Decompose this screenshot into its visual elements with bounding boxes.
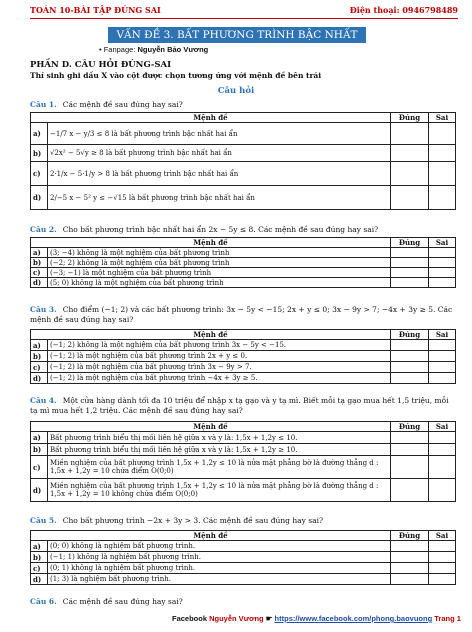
row-statement: Miền nghiệm của bất phương trình 1,5x + 1,2y ≤ 10 là nửa mặt phẳng bờ là đường thẳng d : 1,5x + 1,2y = 10 chứa điểm O(0;0) xyxy=(48,456,391,479)
row-label: b) xyxy=(31,258,48,268)
answer-dung-cell[interactable] xyxy=(391,162,429,186)
row-label: c) xyxy=(31,268,48,278)
row-statement: (5; 0) không là một nghiệm của bất phương trình xyxy=(48,278,391,288)
row-statement: √2x² − 5√y ≥ 8 là bất phương trình bậc nhất hai ẩn xyxy=(48,145,391,162)
col-sai: Sai xyxy=(429,330,456,340)
answer-dung-cell[interactable] xyxy=(391,145,429,162)
col-sai: Sai xyxy=(429,422,456,432)
col-sai: Sai xyxy=(429,531,456,541)
answer-sai-cell[interactable] xyxy=(429,145,456,162)
answer-dung-cell[interactable] xyxy=(391,479,429,502)
question-2-table xyxy=(30,237,456,288)
question-text: Một cửa hàng dành tối đa 10 triệu để nhập x tạ gạo và y tạ mì. Biết mỗi tạ gạo mua hết 1,5 triệu, mỗi tạ mì mua hết 1,2 triệu. Các mệnh đề sau đúng hay sai? xyxy=(30,396,449,415)
answer-dung-cell[interactable] xyxy=(391,248,429,258)
answer-dung-cell[interactable] xyxy=(391,444,429,456)
answer-dung-cell[interactable] xyxy=(391,186,429,210)
answer-sai-cell[interactable] xyxy=(429,268,456,278)
question-number: Câu 1. xyxy=(30,100,57,109)
answer-sai-cell[interactable] xyxy=(429,456,456,479)
col-dung: Đúng xyxy=(391,422,429,432)
col-menh-de: Mệnh đề xyxy=(31,422,391,432)
questions-heading: Câu hỏi xyxy=(217,86,255,96)
row-statement: Bất phương trình biểu thị mối liên hệ giữa x và y là: 1,5x + 1,2y ≥ 10. xyxy=(48,444,391,456)
row-statement: (−1; 1) không là nghiệm bất phương trình. xyxy=(48,552,391,563)
row-label: a) xyxy=(31,541,48,552)
col-menh-de: Mệnh đề xyxy=(31,238,391,248)
answer-dung-cell[interactable] xyxy=(391,373,429,384)
answer-sai-cell[interactable] xyxy=(429,362,456,373)
question-1 xyxy=(30,100,456,110)
fanpage-prefix: • Fanpage: xyxy=(99,45,138,54)
answer-dung-cell[interactable] xyxy=(391,278,429,288)
col-dung: Đúng xyxy=(391,113,429,123)
row-label: b) xyxy=(31,145,48,162)
answer-sai-cell[interactable] xyxy=(429,432,456,444)
question-number: Câu 6. xyxy=(30,597,57,606)
answer-dung-cell[interactable] xyxy=(391,258,429,268)
question-5 xyxy=(30,516,456,526)
row-label: a) xyxy=(31,123,48,145)
row-statement: (−1; 2) không là một nghiệm của bất phương trình 3x − 5y < −15. xyxy=(48,340,391,351)
footer-prefix: Facebook xyxy=(172,614,210,623)
question-text: Cho bất phương trình bậc nhất hai ẩn 2x − 5y ≤ 8. Các mệnh đề sau đúng hay sai? xyxy=(62,225,379,234)
hand-icon: ☛ xyxy=(265,614,273,623)
row-statement: (3; −4) không là một nghiệm của bất phương trình xyxy=(48,248,391,258)
row-label: d) xyxy=(31,479,48,502)
section-title: PHẦN D. CÂU HỎI ĐÚNG-SAI xyxy=(30,60,172,70)
row-label: b) xyxy=(31,351,48,362)
col-sai: Sai xyxy=(429,113,456,123)
row-label: d) xyxy=(31,373,48,384)
row-statement: (1; 3) là nghiệm bất phương trình. xyxy=(48,574,391,585)
col-menh-de: Mệnh đề xyxy=(31,113,391,123)
col-menh-de: Mệnh đề xyxy=(31,330,391,340)
question-4 xyxy=(30,396,456,416)
col-dung: Đúng xyxy=(391,531,429,541)
row-statement: 2/−5 x − 5² y ≤ −√15 là bất phương trình bậc nhất hai ẩn xyxy=(48,186,391,210)
row-label: d) xyxy=(31,278,48,288)
answer-sai-cell[interactable] xyxy=(429,162,456,186)
answer-sai-cell[interactable] xyxy=(429,351,456,362)
page-footer xyxy=(172,614,466,623)
col-dung: Đúng xyxy=(391,330,429,340)
question-number: Câu 5. xyxy=(30,516,57,525)
question-text: Cho bất phương trình −2x + 3y > 3. Các mệnh đề sau đúng hay sai? xyxy=(62,516,324,525)
answer-dung-cell[interactable] xyxy=(391,574,429,585)
row-label: c) xyxy=(31,362,48,373)
row-label: c) xyxy=(31,456,48,479)
row-statement: (−1; 2) là một nghiệm của bất phương trình −4x + 3y ≥ 5. xyxy=(48,373,391,384)
row-label: a) xyxy=(31,248,48,258)
question-5-table xyxy=(30,530,456,585)
row-label: d) xyxy=(31,574,48,585)
answer-sai-cell[interactable] xyxy=(429,186,456,210)
answer-sai-cell[interactable] xyxy=(429,552,456,563)
col-dung: Đúng xyxy=(391,238,429,248)
question-text: Các mệnh đề sau đúng hay sai? xyxy=(62,597,183,606)
answer-sai-cell[interactable] xyxy=(429,123,456,145)
answer-dung-cell[interactable] xyxy=(391,268,429,278)
header-divider xyxy=(30,18,458,19)
answer-sai-cell[interactable] xyxy=(429,248,456,258)
answer-dung-cell[interactable] xyxy=(391,351,429,362)
question-text: Các mệnh đề sau đúng hay sai? xyxy=(62,100,183,109)
col-menh-de: Mệnh đề xyxy=(31,531,391,541)
row-statement: Bất phương trình biểu thị mối liên hệ giữa x và y là: 1,5x + 1,2y ≤ 10. xyxy=(48,432,391,444)
footer-link[interactable]: https://www.facebook.com/phong.baovuong xyxy=(274,614,433,623)
row-statement: Miền nghiệm của bất phương trình 1,5x + 1,2y ≤ 10 là nửa mặt phẳng bờ là đường thẳng d : 1,5x + 1,2y = 10 không chứa điểm O(0;0) xyxy=(48,479,391,502)
col-sai: Sai xyxy=(429,238,456,248)
answer-dung-cell[interactable] xyxy=(391,432,429,444)
row-statement: (−2; 2) không là một nghiệm của bất phương trình xyxy=(48,258,391,268)
answer-sai-cell[interactable] xyxy=(429,278,456,288)
page-header xyxy=(30,5,458,18)
question-3 xyxy=(30,305,456,325)
answer-dung-cell[interactable] xyxy=(391,456,429,479)
instruction: Thí sinh ghi dấu X vào cột được chọn tương ứng với mệnh đề bên trái xyxy=(30,71,322,80)
row-statement: (−3; −1) là một nghiệm của bất phương trình xyxy=(48,268,391,278)
question-3-table xyxy=(30,329,456,384)
fanpage-name: Nguyễn Bảo Vương xyxy=(137,45,209,54)
question-number: Câu 3. xyxy=(30,305,57,314)
answer-sai-cell[interactable] xyxy=(429,340,456,351)
answer-dung-cell[interactable] xyxy=(391,563,429,574)
answer-sai-cell[interactable] xyxy=(429,479,456,502)
row-label: b) xyxy=(31,552,48,563)
page-number: Trang 1 xyxy=(434,614,461,623)
question-number: Câu 4. xyxy=(30,396,57,405)
row-statement: (0; 0) không là nghiệm bất phương trình. xyxy=(48,541,391,552)
row-statement: (−1; 2) là một nghiệm của bất phương trình 3x − 9y > 7. xyxy=(48,362,391,373)
answer-sai-cell[interactable] xyxy=(429,541,456,552)
question-1-table xyxy=(30,112,456,210)
topic-banner: VẤN ĐỀ 3. BẤT PHƯƠNG TRÌNH BẬC NHẤT HAI ẨN xyxy=(108,27,366,43)
answer-sai-cell[interactable] xyxy=(429,258,456,268)
row-statement: (−1; 2) là một nghiệm của bất phương trình 2x + y ≤ 0. xyxy=(48,351,391,362)
row-label: c) xyxy=(31,162,48,186)
question-2 xyxy=(30,225,456,235)
question-4-table xyxy=(30,421,456,502)
question-number: Câu 2. xyxy=(30,225,57,234)
row-label: a) xyxy=(31,432,48,444)
answer-dung-cell[interactable] xyxy=(391,541,429,552)
fanpage-line xyxy=(99,45,208,54)
row-label: a) xyxy=(31,340,48,351)
header-right: Điện thoại: 0946798489 xyxy=(349,5,458,15)
footer-author: Nguyễn Vương xyxy=(209,614,264,623)
header-left: TOÁN 10-BÀI TẬP ĐÚNG SAI xyxy=(30,5,161,15)
row-label: b) xyxy=(31,444,48,456)
row-label: d) xyxy=(31,186,48,210)
answer-dung-cell[interactable] xyxy=(391,362,429,373)
question-text: Cho điểm (−1; 2) và các bất phương trình: 3x − 5y < −15; 2x + y ≤ 0; 3x − 9y > 7; −4x + 3y ≥ 5. Các mệnh đề sau đúng hay sai? xyxy=(30,305,453,324)
answer-sai-cell[interactable] xyxy=(429,563,456,574)
question-6 xyxy=(30,597,456,607)
answer-sai-cell[interactable] xyxy=(429,444,456,456)
answer-sai-cell[interactable] xyxy=(429,574,456,585)
answer-dung-cell[interactable] xyxy=(391,552,429,563)
row-statement: (0; 1) không là nghiệm bất phương trình. xyxy=(48,563,391,574)
answer-sai-cell[interactable] xyxy=(429,373,456,384)
answer-dung-cell[interactable] xyxy=(391,123,429,145)
answer-dung-cell[interactable] xyxy=(391,340,429,351)
row-statement: 2·1/x − 5·1/y > 8 là bất phương trình bậc nhất hai ẩn xyxy=(48,162,391,186)
row-statement: −1/7 x − y/3 ≤ 8 là bất phương trình bậc nhất hai ẩn xyxy=(48,123,391,145)
row-label: c) xyxy=(31,563,48,574)
